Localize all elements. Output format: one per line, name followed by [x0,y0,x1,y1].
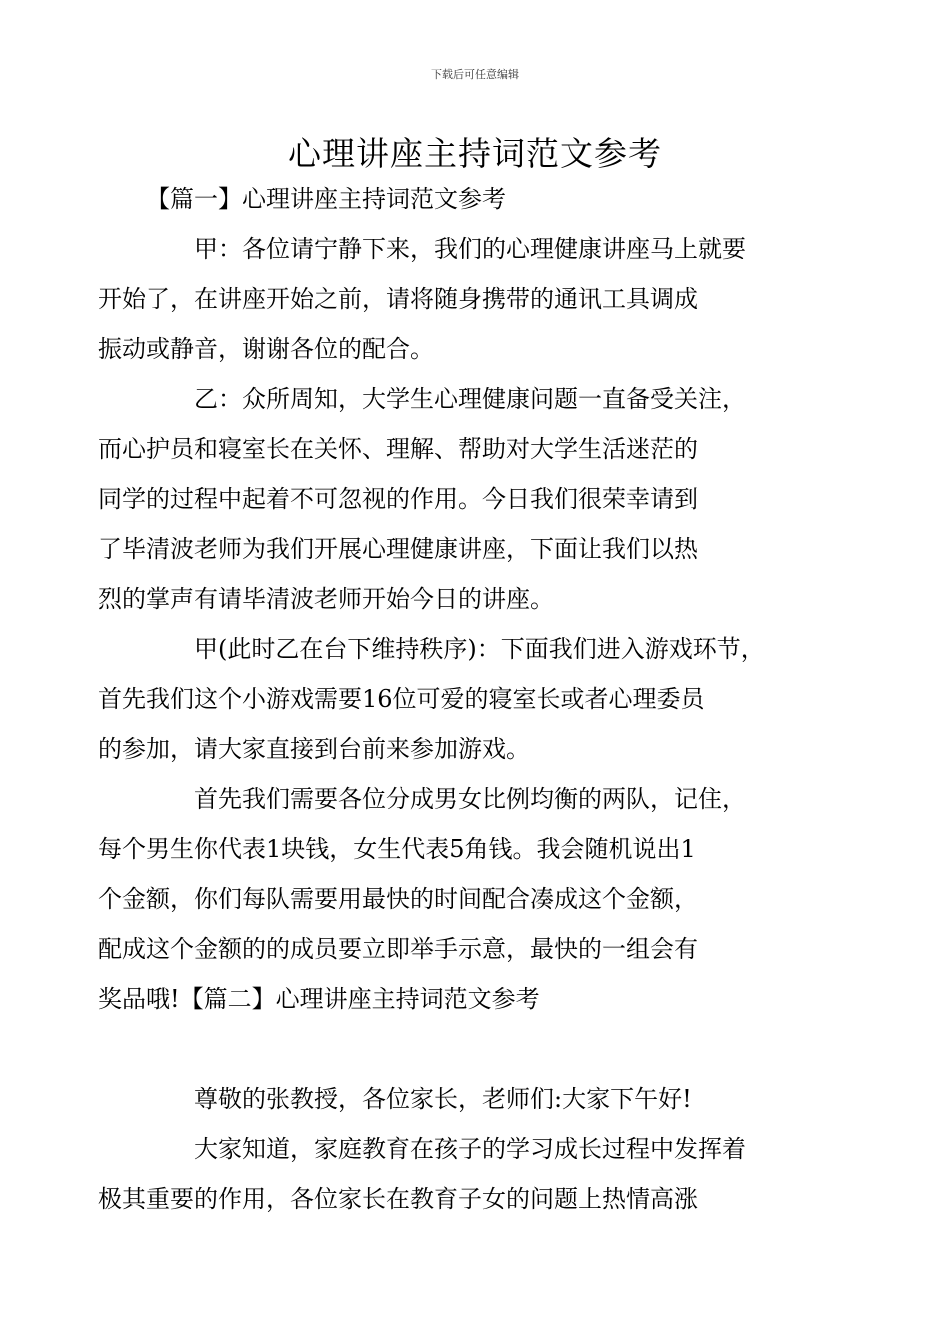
paragraph [98,1124,816,1224]
document-title: 心理讲座主持词范文参考 [288,134,662,173]
text-line: 甲：各位请宁静下来，我们的心理健康讲座马上就要 [194,235,746,263]
paragraph [98,624,816,774]
header-note: 下载后可任意编辑 [431,68,519,81]
text-line: 同学的过程中起着不可忽视的作用。今日我们很荣幸请到 [98,485,698,513]
paragraph [98,774,816,1024]
paragraph [98,374,816,624]
text-line: 乙：众所周知，大学生心理健康问题一直备受关注， [194,385,746,413]
text-line: 奖品哦!【篇二】心理讲座主持词范文参考 [98,985,540,1013]
text-line: 而心护员和寝室长在关怀、理解、帮助对大学生活迷茫的 [98,435,698,463]
text-line: 配成这个金额的的成员要立即举手示意，最快的一组会有 [98,935,698,963]
paragraph [98,224,816,374]
text-line: 的参加，请大家直接到台前来参加游戏。 [98,735,530,763]
text-line: 开始了，在讲座开始之前，请将随身携带的通讯工具调成 [98,285,698,313]
section-heading: 【篇一】心理讲座主持词范文参考 [146,185,506,213]
text-line: 极其重要的作用，各位家长在教育子女的问题上热情高涨 [98,1185,698,1213]
text-line: 首先我们这个小游戏需要16位可爱的寝室长或者心理委员 [98,685,705,713]
text-line: 大家知道，家庭教育在孩子的学习成长过程中发挥着 [194,1135,746,1163]
text-line: 首先我们需要各位分成男女比例均衡的两队，记住， [194,785,746,813]
text-line: 甲(此时乙在台下维持秩序)：下面我们进入游戏环节， [194,635,765,663]
blank-line [146,1024,816,1074]
paragraph [146,1074,816,1124]
text-line: 了毕清波老师为我们开展心理健康讲座，下面让我们以热 [98,535,698,563]
text-line: 每个男生你代表1块钱，女生代表5角钱。我会随机说出1 [98,835,696,863]
text-line: 尊敬的张教授，各位家长，老师们:大家下午好! [194,1085,692,1113]
text-line: 振动或静音，谢谢各位的配合。 [98,335,434,363]
document-body [98,224,816,1224]
text-line: 个金额，你们每队需要用最快的时间配合凑成这个金额， [98,885,698,913]
text-line: 烈的掌声有请毕清波老师开始今日的讲座。 [98,585,554,613]
